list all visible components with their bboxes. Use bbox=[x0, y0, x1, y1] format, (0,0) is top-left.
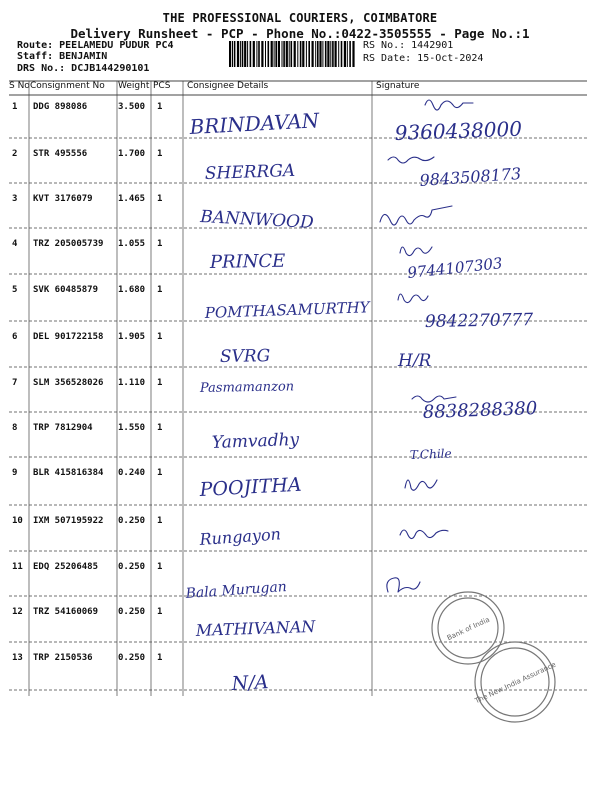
row-pcs: 1 bbox=[157, 285, 163, 295]
signature-scribble bbox=[400, 247, 432, 256]
row-consignment-no: TRZ 54160069 bbox=[33, 607, 99, 617]
signature-scribble bbox=[387, 578, 420, 592]
col-header-consignee: Consignee Details bbox=[187, 81, 269, 91]
col-header-signature: Signature bbox=[376, 81, 420, 91]
row-pcs: 1 bbox=[157, 516, 163, 526]
row-sno: 3 bbox=[12, 194, 18, 204]
row-pcs: 1 bbox=[157, 102, 163, 112]
row-sno: 9 bbox=[12, 468, 18, 478]
consignee-handwriting: Pasmamanzon bbox=[199, 379, 295, 396]
consignee-handwriting: BANNWOOD bbox=[199, 207, 315, 233]
row-pcs: 1 bbox=[157, 653, 163, 663]
consignee-handwriting: POMTHASAMURTHY bbox=[204, 298, 370, 322]
consignee-handwriting: SHERRGA bbox=[204, 160, 296, 184]
signature-scribble bbox=[400, 530, 448, 539]
row-sno: 12 bbox=[12, 607, 23, 617]
row-sno: 6 bbox=[12, 332, 18, 342]
signature-scribble bbox=[380, 206, 452, 225]
row-consignment-no: DDG 898086 bbox=[33, 102, 88, 112]
row-weight: 1.700 bbox=[118, 149, 146, 159]
insurance-stamp bbox=[473, 642, 557, 722]
row-weight: 0.240 bbox=[118, 468, 146, 478]
consignee-handwriting: N/A bbox=[231, 671, 269, 695]
row-sno: 4 bbox=[12, 239, 18, 249]
signature-scribble bbox=[398, 294, 428, 303]
row-weight: 0.250 bbox=[118, 562, 146, 572]
row-sno: 1 bbox=[12, 102, 18, 112]
consignee-handwriting: Bala Murugan bbox=[185, 578, 288, 602]
row-pcs: 1 bbox=[157, 239, 163, 249]
document-subtitle: Delivery Runsheet - PCP - Phone No.:0422-3505555 - Page No.:1 bbox=[70, 26, 530, 41]
row-consignment-no: TRP 7812904 bbox=[33, 423, 93, 433]
row-consignment-no: DEL 901722158 bbox=[33, 332, 104, 342]
signature-scribble bbox=[388, 157, 434, 163]
row-consignment-no: SVK 60485879 bbox=[33, 285, 99, 295]
row-pcs: 1 bbox=[157, 468, 163, 478]
row-weight: 1.905 bbox=[118, 332, 146, 342]
col-header-weight: Weight bbox=[118, 81, 150, 91]
row-consignment-no: EDQ 25206485 bbox=[33, 562, 99, 572]
row-weight: 1.110 bbox=[118, 378, 146, 388]
signature-handwriting: 9842270777 bbox=[424, 310, 534, 332]
consignee-handwriting: Rungayon bbox=[198, 524, 282, 549]
drs-number: DRS No.: DCJB144290101 bbox=[17, 63, 150, 74]
consignee-handwriting: MATHIVANAN bbox=[195, 616, 316, 640]
row-consignment-no: KVT 3176079 bbox=[33, 194, 93, 204]
signature-handwriting: 8838288380 bbox=[422, 398, 538, 423]
bank-stamp bbox=[432, 592, 504, 664]
svg-text:Bank of India: Bank of India bbox=[445, 615, 491, 643]
consignee-handwriting: SVRG bbox=[219, 346, 271, 367]
route-label: Route: PEELAMEDU PUDUR PC4 bbox=[17, 40, 174, 51]
row-sno: 2 bbox=[12, 149, 18, 159]
rs-date: RS Date: 15-Oct-2024 bbox=[363, 53, 484, 64]
signature-handwriting: T.Chile bbox=[409, 446, 452, 462]
consignee-handwriting: Yamvadhy bbox=[211, 429, 300, 453]
signature-handwriting: 9744107303 bbox=[406, 254, 504, 282]
row-weight: 3.500 bbox=[118, 102, 146, 112]
row-consignment-no: IXM 507195922 bbox=[33, 516, 104, 526]
row-sno: 5 bbox=[12, 285, 18, 295]
consignee-handwriting: POOJITHA bbox=[199, 473, 303, 501]
row-consignment-no: SLM 356528026 bbox=[33, 378, 104, 388]
col-header-pcs: PCS bbox=[153, 81, 171, 91]
row-pcs: 1 bbox=[157, 149, 163, 159]
row-weight: 1.680 bbox=[118, 285, 146, 295]
row-weight: 0.250 bbox=[118, 516, 146, 526]
row-pcs: 1 bbox=[157, 423, 163, 433]
row-pcs: 1 bbox=[157, 607, 163, 617]
consignee-handwriting: PRINCE bbox=[209, 250, 286, 273]
row-weight: 1.465 bbox=[118, 194, 146, 204]
row-consignment-no: BLR 415816384 bbox=[33, 468, 104, 478]
document-title: THE PROFESSIONAL COURIERS, COIMBATORE bbox=[162, 11, 438, 25]
signature-scribble bbox=[425, 100, 473, 110]
row-consignment-no: TRZ 205005739 bbox=[33, 239, 104, 249]
row-sno: 13 bbox=[12, 653, 23, 663]
row-pcs: 1 bbox=[157, 562, 163, 572]
row-weight: 0.250 bbox=[118, 653, 146, 663]
row-weight: 1.055 bbox=[118, 239, 146, 249]
row-weight: 0.250 bbox=[118, 607, 146, 617]
row-sno: 11 bbox=[12, 562, 23, 572]
col-header-sno: S No bbox=[9, 81, 30, 91]
row-sno: 10 bbox=[12, 516, 23, 526]
col-header-consignment: Consignment No bbox=[30, 81, 105, 91]
row-consignment-no: STR 495556 bbox=[33, 149, 88, 159]
consignee-handwriting: BRINDAVAN bbox=[189, 108, 320, 139]
signature-handwriting: H/R bbox=[398, 351, 432, 371]
row-weight: 1.550 bbox=[118, 423, 146, 433]
rs-number: RS No.: 1442901 bbox=[363, 40, 454, 51]
signature-scribble bbox=[405, 480, 437, 490]
signature-handwriting: 9843508173 bbox=[418, 163, 522, 190]
row-pcs: 1 bbox=[157, 378, 163, 388]
row-pcs: 1 bbox=[157, 194, 163, 204]
row-sno: 7 bbox=[12, 378, 18, 388]
row-sno: 8 bbox=[12, 423, 18, 433]
row-pcs: 1 bbox=[157, 332, 163, 342]
staff-label: Staff: BENJAMIN bbox=[17, 51, 108, 62]
signature-handwriting: 9360438000 bbox=[394, 116, 523, 145]
svg-text:The New India Assurance: The New India Assurance bbox=[473, 660, 558, 706]
row-consignment-no: TRP 2150536 bbox=[33, 653, 93, 663]
